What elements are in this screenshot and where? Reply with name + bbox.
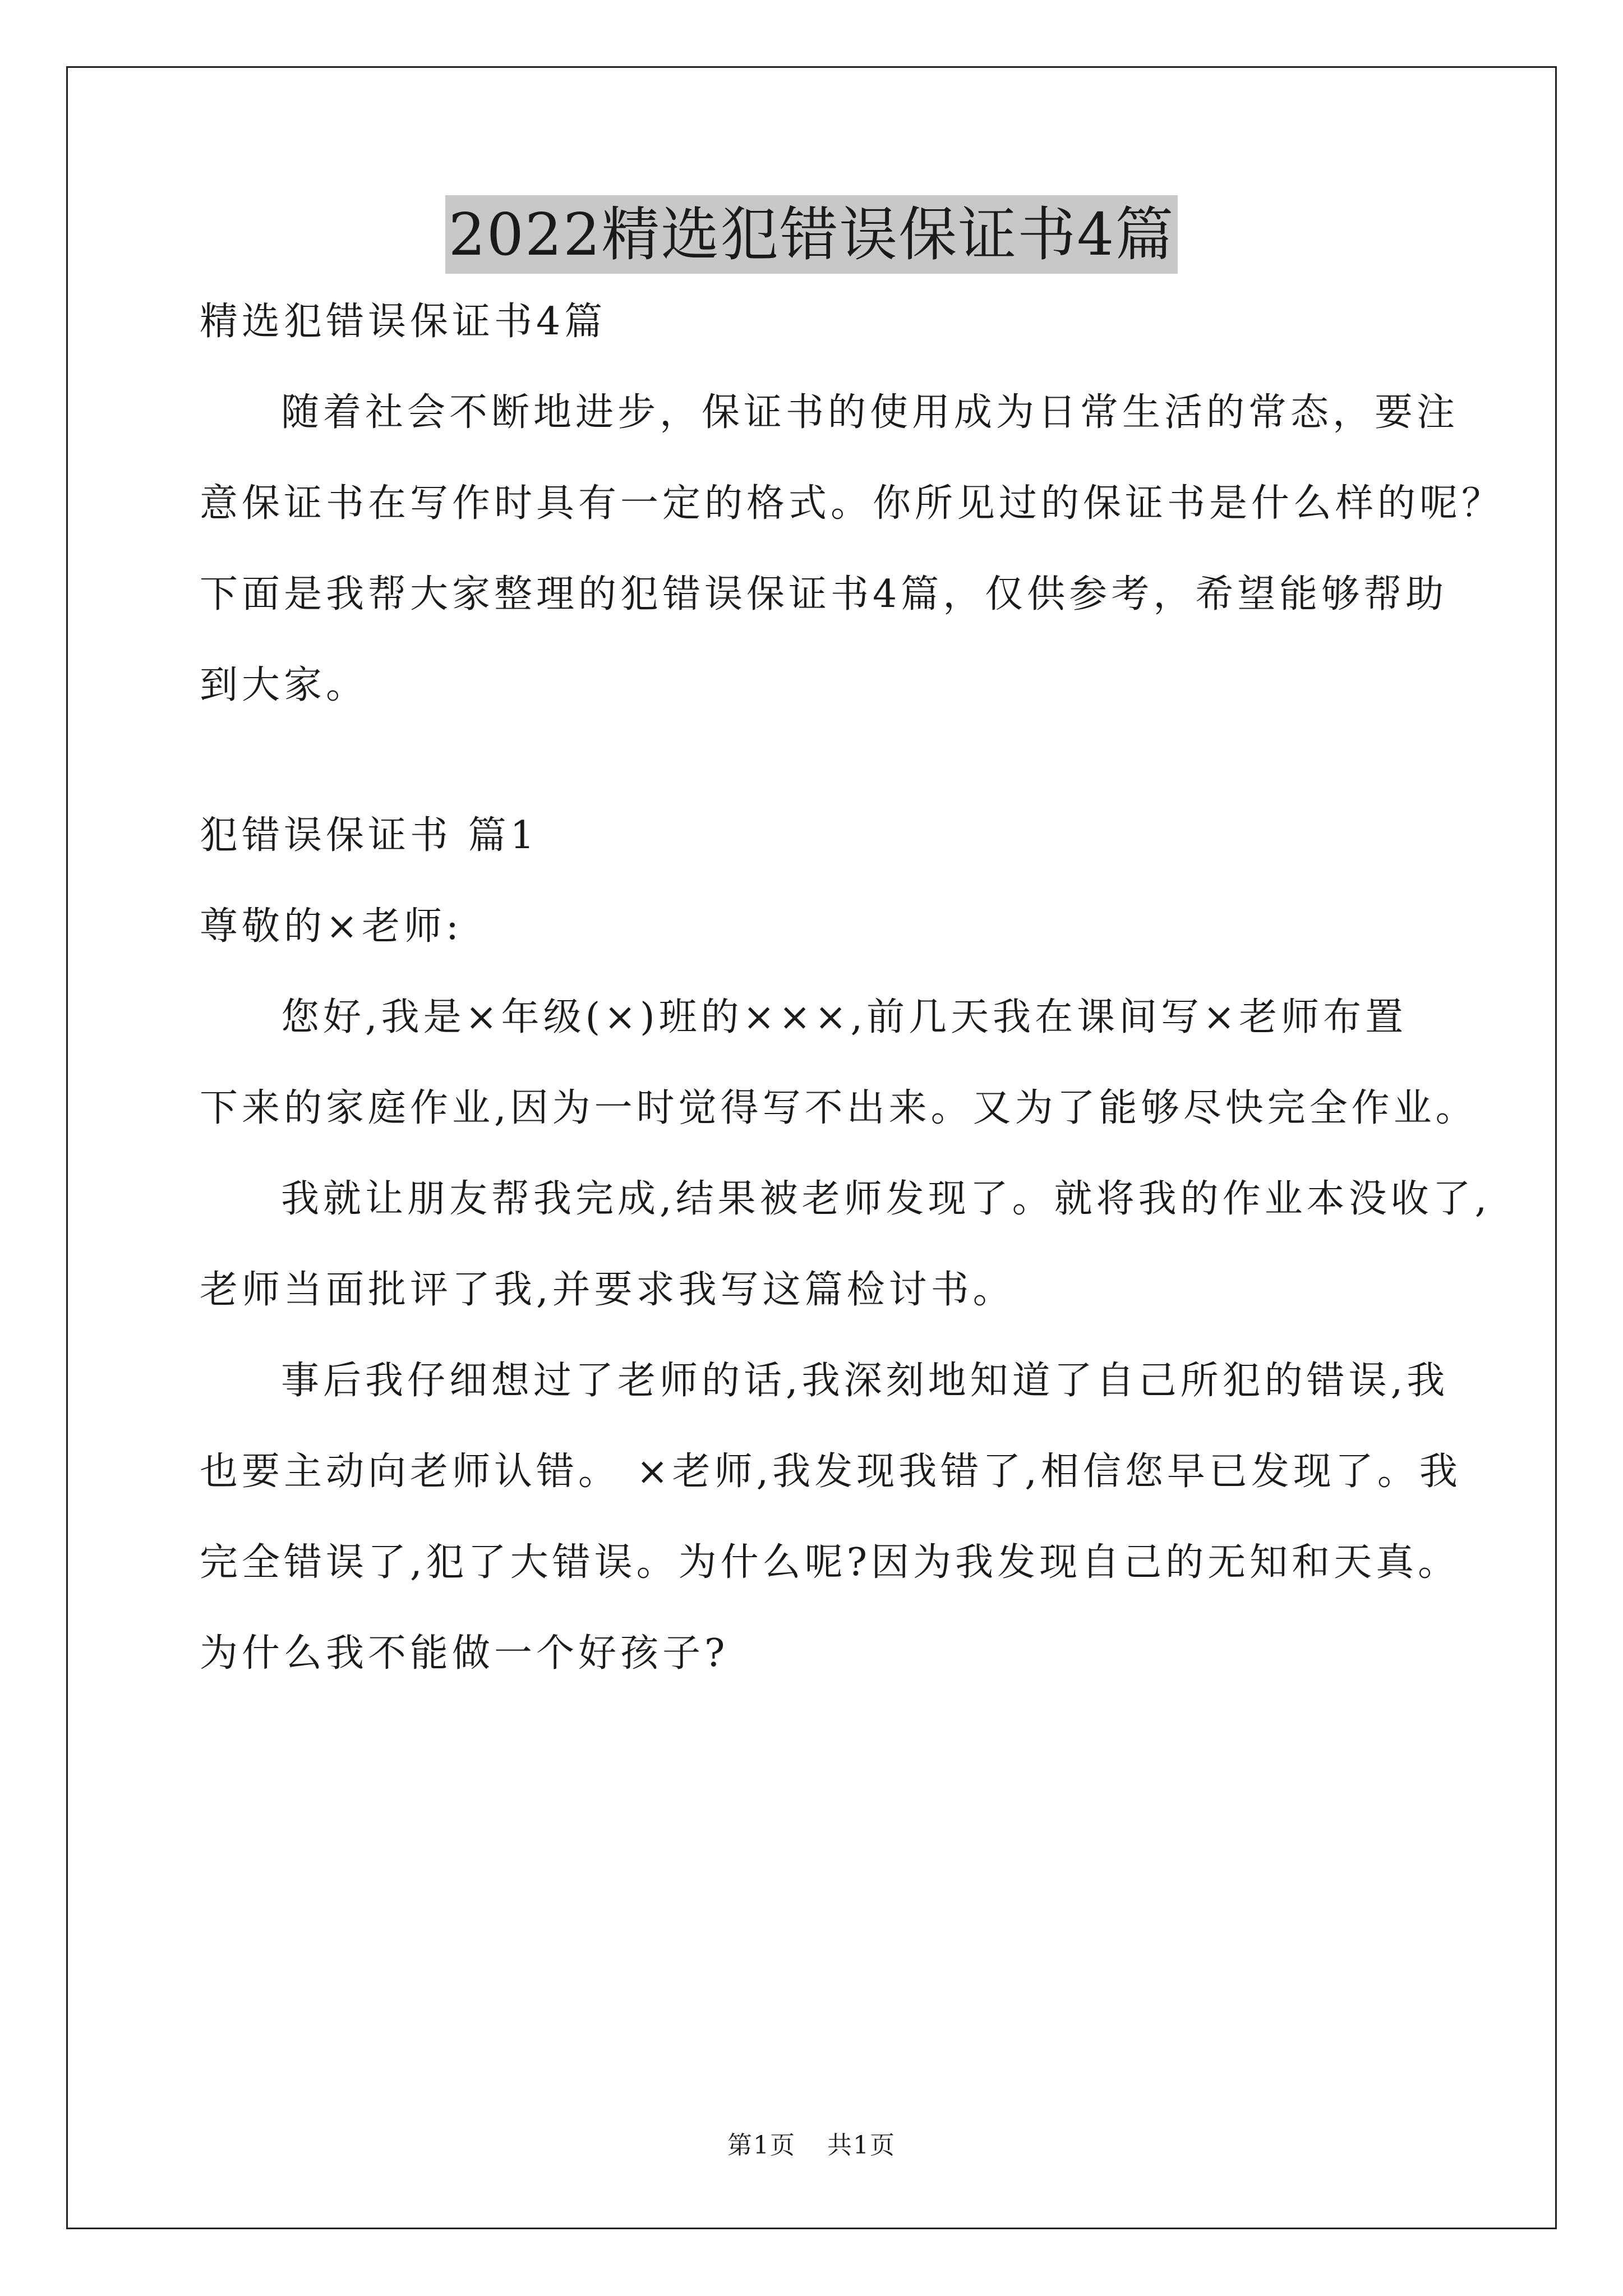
- title-container: [0, 195, 1623, 274]
- document-body: [200, 300, 1504, 1726]
- body-line: 事后我仔细想过了老师的话,我深刻地知道了自己所犯的错误,我: [281, 1359, 1449, 1403]
- intro-line: 意保证书在写作时具有一定的格式。你所见过的保证书是什么样的呢？: [200, 481, 1504, 526]
- body-line: 老师当面批评了我,并要求我写这篇检讨书。: [200, 1268, 1015, 1312]
- page-number: 第1页: [727, 2131, 796, 2160]
- body-line: 也要主动向老师认错。 ×老师,我发现我错了,相信您早已发现了。我: [200, 1450, 1461, 1494]
- intro-line: 到大家。: [200, 663, 368, 707]
- intro-line: 随着社会不断地进步，保证书的使用成为日常生活的常态，要注: [281, 390, 1459, 435]
- body-line: 您好,我是×年级(×)班的×××,前几天我在课间写×老师布置: [281, 995, 1408, 1039]
- document-subtitle: 精选犯错误保证书4篇: [200, 300, 607, 344]
- body-line: 为什么我不能做一个好孩子?: [200, 1631, 729, 1676]
- section-heading: 犯错误保证书 篇1: [200, 813, 538, 858]
- document-title: 2022精选犯错误保证书4篇: [445, 195, 1178, 274]
- page-footer: [0, 2125, 1623, 2161]
- intro-line: 下面是我帮大家整理的犯错误保证书4篇，仅供参考，希望能够帮助: [200, 572, 1448, 616]
- body-line: 我就让朋友帮我完成,结果被老师发现了。就将我的作业本没收了,: [281, 1177, 1491, 1221]
- salutation: 尊敬的×老师:: [200, 904, 463, 949]
- body-line: 完全错误了,犯了大错误。为什么呢?因为我发现自己的无知和天真。: [200, 1540, 1460, 1585]
- body-line: 下来的家庭作业,因为一时觉得写不出来。又为了能够尽快完全作业。: [200, 1086, 1478, 1130]
- page-total: 共1页: [827, 2131, 896, 2160]
